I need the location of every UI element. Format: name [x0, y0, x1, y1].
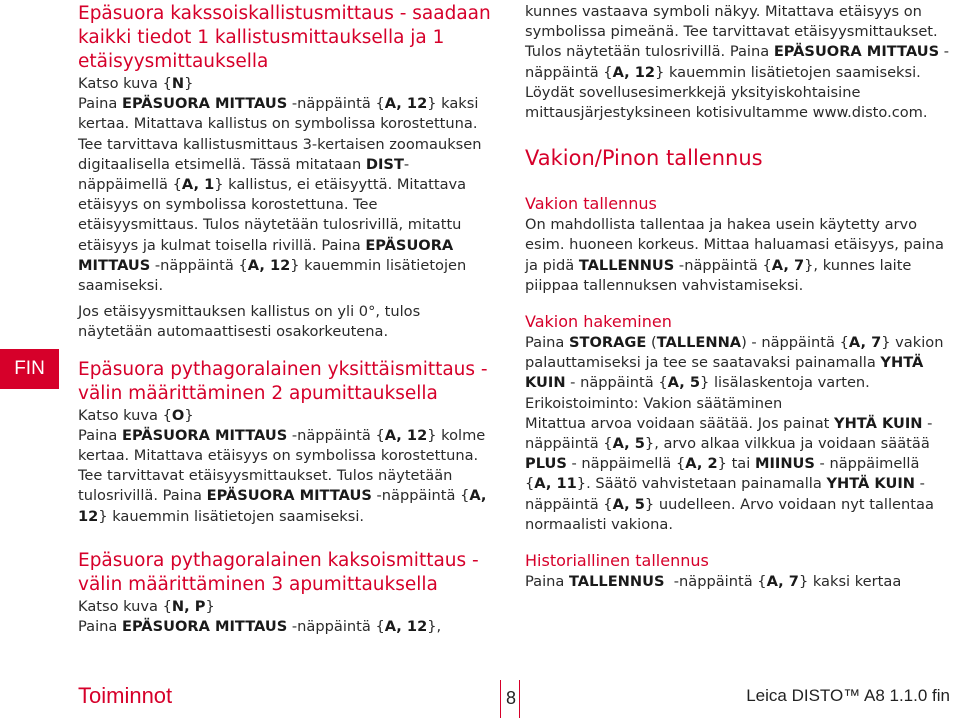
instruction-text: Paina TALLENNUS -näppäintä {A, 7} kaksi kertaa: [525, 573, 902, 591]
key-ref: A, 11: [534, 475, 577, 493]
key-name: YHTÄ KUIN: [826, 475, 915, 493]
footer-section-title: Toiminnot: [78, 683, 173, 708]
figure-reference: Katso kuva {O}: [78, 406, 194, 424]
key-name: EPÄSUORA MITTAUS: [773, 43, 940, 61]
key-name: EPÄSUORA MITTAUS: [206, 487, 372, 505]
footer-product-name: Leica DISTO™ A8 1.1.0 fin: [746, 686, 950, 705]
page-number: 8: [505, 688, 516, 708]
figure-reference: Katso kuva {N}: [78, 75, 194, 92]
key-ref: A, 12: [78, 487, 487, 525]
key-ref: A, 5: [612, 435, 645, 453]
section-continuation: [525, 2, 950, 123]
subsection-title: Historiallinen tallennus: [525, 551, 709, 571]
key-ref: A, 12: [384, 95, 428, 113]
key-ref: A, 7: [771, 256, 805, 274]
special-function-label: Erikoistoiminto: Vakion säätäminen: [525, 394, 783, 412]
figure-reference: Katso kuva {N, P}: [78, 597, 215, 615]
key-ref: A, 12: [384, 618, 428, 636]
key-ref: A, 5: [667, 374, 701, 392]
section-history-save: [525, 550, 950, 592]
key-ref: A, 7: [766, 573, 799, 591]
key-name: MIINUS: [754, 455, 815, 473]
chapter-title: Vakion/Pinon tallennus: [525, 146, 763, 171]
instruction-text: On mahdollista tallentaa ja hakea usein käytetty arvo esim. huoneen korkeus. Mittaa haluamasi etäisyys, paina ja pidä TALLENNUS -näppäintä {A, 7}, kunnes laite piippaa tallennuksen vahvistamiseksi.: [525, 216, 944, 294]
key-ref: A, 12: [384, 426, 428, 444]
page-number-box: [500, 680, 520, 718]
subsection-title: Vakion tallennus: [525, 194, 657, 214]
key-name: PLUS: [525, 455, 567, 473]
key-name: EPÄSUORA MITTAUS: [78, 236, 454, 274]
key-ref: A, 2: [685, 455, 718, 473]
section-double-tilt: [78, 2, 496, 343]
section-title: Epäsuora pythagoralainen yksittäismittaus - välin määrittäminen 2 apumittauksella: [78, 358, 488, 404]
instruction-text: Paina EPÄSUORA MITTAUS -näppäintä {A, 12} kaksi kertaa. Mitattava kallistus on symbolissa korostettuna. Tee tarvittava kallistusmittaus 3-kertaisen zoomauksen digitaalisella etsimellä. Tässä mitataan DIST-näppäimellä {A, 1} kallistus, ei etäisyyttä. Mitattava etäisyys on symbolissa korostettuna. Tee etäisyysmittaus. Tulos näytetään tulosrivillä, mitattu etäisyys ja kulmat toisella rivillä. Paina EPÄSUORA MITTAUS -näppäintä {A, 12} kauemmin lisätietojen saamiseksi.: [78, 95, 482, 295]
section-pythagoras-double: [78, 549, 496, 637]
page-footer: [0, 680, 960, 721]
website-text: Löydät sovellusesimerkkejä yksityiskohtaisine mittausjärjestyksineen kotisivultamme www.disto.com.: [525, 83, 928, 122]
key-ref: A, 12: [612, 63, 656, 81]
key-name: DIST: [365, 155, 404, 173]
key-name: EPÄSUORA MITTAUS: [121, 618, 288, 636]
subsection-title: Vakion hakeminen: [525, 312, 672, 332]
instruction-text: kunnes vastaava symboli näkyy. Mitattava etäisyys on symbolissa pimeänä. Tee tarvittavat etäisyysmittaukset. Tulos näytetään tulosrivillä. Paina EPÄSUORA MITTAUS -näppäintä {A, 12} kauemmin lisätietojen saamiseksi.: [525, 3, 949, 81]
key-name: YHTÄ KUIN: [834, 414, 923, 432]
key-name: TALLENNUS: [568, 573, 665, 591]
section-pythagoras-single: [78, 358, 496, 527]
section-title: Epäsuora pythagoralainen kaksoismittaus - välin määrittäminen 3 apumittauksella: [78, 549, 479, 595]
language-tab: FIN: [0, 349, 59, 389]
key-name: EPÄSUORA MITTAUS: [121, 95, 288, 113]
key-ref: A, 1: [181, 176, 215, 194]
left-column: [78, 2, 496, 637]
key-ref: A, 5: [612, 495, 645, 513]
section-constant-save: [525, 193, 950, 296]
key-name: YHTÄ KUIN: [525, 354, 924, 392]
key-name: TALLENNA: [656, 334, 742, 352]
right-column: [525, 2, 950, 592]
key-name: EPÄSUORA MITTAUS: [121, 426, 288, 444]
section-title: Epäsuora kakssoiskallistusmittaus - saadaan kaikki tiedot 1 kallistusmittauksella ja 1 etäisyysmittauksella: [78, 3, 491, 72]
key-ref: A, 7: [848, 334, 882, 352]
key-name: STORAGE: [568, 334, 647, 352]
key-name: TALLENNUS: [578, 256, 675, 274]
instruction-text: Paina EPÄSUORA MITTAUS -näppäintä {A, 12} kolme kertaa. Mitattava etäisyys on symbolissa korostettuna. Tee tarvittavat etäisyysmittaukset. Tulos näytetään tulosrivillä. Paina EPÄSUORA MITTAUS -näppäintä {A, 12} kauemmin lisätietojen saamiseksi.: [78, 426, 487, 525]
key-ref: A, 12: [247, 256, 291, 274]
instruction-text: Paina STORAGE (TALLENNA) - näppäintä {A, 7} vakion palauttamiseksi ja tee se saatavaksi painamalla YHTÄ KUIN - näppäintä {A, 5} lisälaskentoja varten.: [525, 334, 944, 392]
instruction-text: Paina EPÄSUORA MITTAUS -näppäintä {A, 12},: [78, 618, 442, 636]
instruction-text: Mitattua arvoa voidaan säätää. Jos painat YHTÄ KUIN - näppäintä {A, 5}, arvo alkaa vilkkua ja voidaan säätää PLUS - näppäimellä {A, 2} tai MIINUS - näppäimellä {A, 11}. Säätö vahvistetaan painamalla YHTÄ KUIN - näppäintä {A, 5} uudelleen. Arvo voidaan nyt tallentaa normaalisti vakiona.: [525, 414, 934, 533]
note-text: Jos etäisyysmittauksen kallistus on yli 0°, tulos näytetään automaattisesti osakorkeutena.: [78, 303, 421, 341]
section-constant-recall: [525, 311, 950, 535]
